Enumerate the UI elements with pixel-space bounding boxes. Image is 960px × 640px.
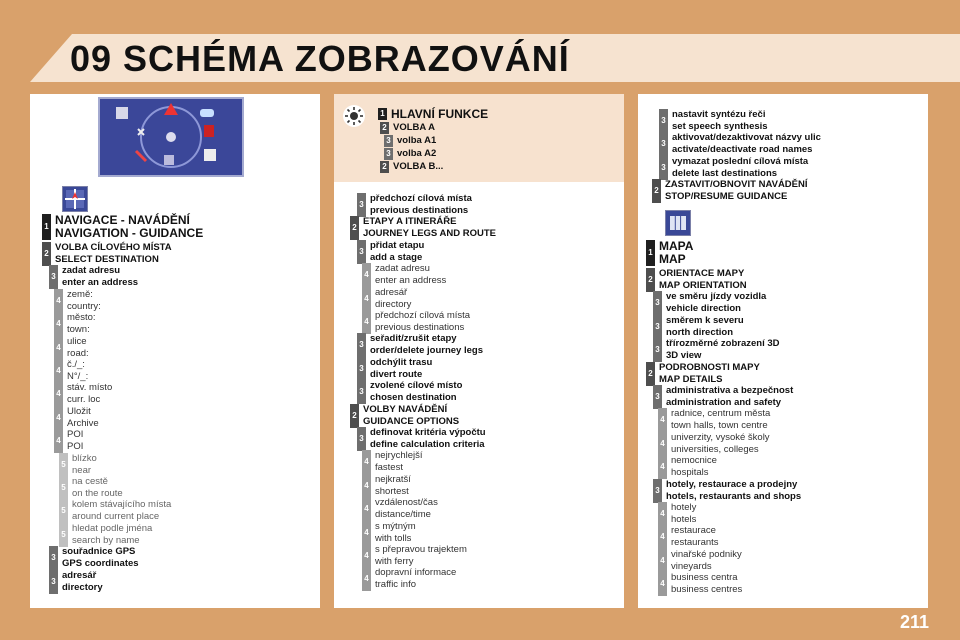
- level-badge: 3: [49, 265, 58, 289]
- page-number: 211: [900, 612, 930, 632]
- item-line: přidat etapu: [370, 239, 425, 251]
- item-line: ORIENTACE MAPY: [659, 268, 745, 279]
- level-badge: 5: [59, 523, 68, 547]
- item-line: business centra: [671, 572, 738, 584]
- level-badge: 4: [658, 432, 667, 456]
- item-line: volba A2: [397, 148, 437, 159]
- item-line: N°/_:: [67, 371, 89, 382]
- middle-item: [357, 427, 486, 451]
- level-badge: 2: [350, 404, 359, 428]
- left-item: [59, 453, 97, 477]
- right-item: [653, 385, 793, 409]
- item-line: road:: [67, 347, 89, 359]
- level-badge: 4: [362, 497, 371, 521]
- level-badge: 4: [362, 474, 371, 498]
- item-line: adresář: [375, 286, 408, 298]
- middle-item: [350, 216, 496, 240]
- item-line: nejkratší: [375, 473, 411, 485]
- right-item: [653, 479, 801, 503]
- item-line: předchozí cílová místa: [370, 193, 472, 204]
- item-line: distance/time: [375, 509, 431, 521]
- middle-item: [362, 450, 423, 474]
- level-badge: 5: [59, 453, 68, 477]
- left-item: [54, 336, 89, 360]
- item-line: na cestě: [72, 476, 108, 487]
- item-line: with ferry: [375, 556, 414, 567]
- item-line: directory: [62, 581, 103, 593]
- item-line: GUIDANCE OPTIONS: [363, 415, 460, 427]
- level-badge: 4: [54, 406, 63, 430]
- middle-item: [357, 193, 472, 217]
- level-badge: 4: [658, 408, 667, 432]
- right-item: [646, 268, 747, 292]
- middle-item: [350, 404, 459, 428]
- item-line: třírozměrné zobrazení 3D: [666, 338, 780, 350]
- item-line: set speech synthesis: [672, 121, 768, 132]
- level-badge: 4: [362, 544, 371, 568]
- item-line: nastavit syntézu řeči: [672, 109, 766, 120]
- item-line: předchozí cílová místa: [375, 310, 471, 321]
- level-badge: 4: [54, 429, 63, 453]
- item-line: MAP: [659, 252, 686, 266]
- level-badge: 3: [357, 427, 366, 451]
- level-badge: 4: [658, 455, 667, 479]
- level-badge: 3: [659, 132, 668, 156]
- left-item: [54, 429, 83, 453]
- item-line: č./_:: [67, 359, 85, 370]
- right_top-item: [652, 179, 808, 203]
- item-line: hospitals: [671, 467, 709, 479]
- right-item: [653, 291, 766, 315]
- right-item: [658, 572, 742, 596]
- level-badge: 3: [357, 380, 366, 404]
- left-item: [59, 476, 123, 500]
- level-badge: 3: [653, 385, 662, 409]
- right-item: [658, 502, 696, 526]
- item-line: MAP DETAILS: [659, 373, 723, 385]
- left-item: [42, 242, 172, 266]
- item-line: universities, colleges: [671, 443, 759, 455]
- left-item: [54, 359, 88, 383]
- legend-item: [384, 148, 436, 160]
- item-line: shortest: [375, 485, 409, 497]
- item-line: activate/deactivate road names: [672, 144, 813, 156]
- item-line: POI: [67, 441, 84, 453]
- level-badge: 4: [658, 502, 667, 526]
- item-line: define calculation criteria: [370, 439, 485, 450]
- level-badge: 4: [54, 359, 63, 383]
- right-item: [653, 338, 780, 362]
- item-line: vinařské podniky: [671, 548, 742, 560]
- left-item: [54, 382, 112, 406]
- level-badge: 4: [54, 312, 63, 336]
- item-line: POI: [67, 429, 84, 441]
- item-line: near: [72, 464, 92, 476]
- item-line: s přepravou trajektem: [375, 544, 467, 555]
- middle-item: [362, 263, 446, 287]
- level-badge: 4: [362, 567, 371, 591]
- item-line: ulice: [67, 335, 87, 347]
- item-line: vehicle direction: [666, 303, 741, 315]
- middle-item: [362, 287, 411, 311]
- left-item: [42, 214, 203, 240]
- middle-item: [362, 474, 411, 498]
- level-badge: 4: [658, 572, 667, 596]
- level-badge: 2: [646, 362, 655, 386]
- middle-item: [357, 240, 424, 264]
- item-line: radnice, centrum města: [671, 408, 771, 420]
- item-line: hotels, restaurants and shops: [666, 490, 802, 502]
- legend-item: [380, 122, 435, 134]
- item-line: business centres: [671, 584, 743, 596]
- item-line: VOLBY NAVÁDĚNÍ: [363, 403, 448, 415]
- item-line: directory: [375, 298, 412, 310]
- left-item: [54, 312, 96, 336]
- item-line: VOLBA CÍLOVÉHO MÍSTA: [55, 242, 172, 253]
- item-line: restaurants: [671, 537, 719, 549]
- item-line: definovat kritéria výpočtu: [370, 427, 486, 438]
- level-badge: 3: [357, 240, 366, 264]
- item-line: VOLBA B...: [393, 161, 444, 172]
- right-item: [658, 525, 719, 549]
- item-line: administration and safety: [666, 397, 782, 408]
- item-line: HLAVNÍ FUNKCE: [391, 107, 489, 121]
- level-badge: 4: [362, 287, 371, 311]
- item-line: town halls, town centre: [671, 420, 768, 432]
- legend-item: [380, 161, 443, 173]
- level-badge: 4: [54, 336, 63, 360]
- item-line: order/delete journey legs: [370, 345, 483, 357]
- item-line: blízko: [72, 452, 97, 464]
- level-badge: 4: [362, 521, 371, 545]
- item-line: ve směru jízdy vozidla: [666, 291, 767, 303]
- level-badge: 4: [362, 263, 371, 287]
- item-line: zadat adresu: [62, 265, 121, 277]
- item-line: search by name: [72, 534, 140, 546]
- item-line: NAVIGACE - NAVÁDĚNÍ: [55, 213, 190, 227]
- nav-menu-screen-icon: [98, 97, 244, 177]
- item-line: Archive: [67, 417, 99, 429]
- item-line: curr. loc: [67, 394, 101, 406]
- level-badge: 3: [357, 357, 366, 381]
- level-badge: 3: [49, 570, 58, 594]
- level-badge: 3: [384, 148, 393, 160]
- item-line: vzdálenost/čas: [375, 497, 438, 509]
- item-line: hotels: [671, 514, 697, 525]
- item-line: volba A1: [397, 135, 437, 146]
- item-line: on the route: [72, 488, 123, 499]
- item-line: country:: [67, 300, 101, 312]
- item-line: Uložit: [67, 405, 91, 417]
- level-badge: 4: [54, 382, 63, 406]
- item-line: dopravní informace: [375, 567, 457, 579]
- level-badge: 3: [653, 291, 662, 315]
- level-badge: 3: [357, 193, 366, 217]
- item-line: hledat podle jména: [72, 522, 153, 534]
- sun-icon: [342, 104, 366, 128]
- item-line: země:: [67, 288, 93, 300]
- item-line: odchýlit trasu: [370, 356, 433, 368]
- item-line: administrativa a bezpečnost: [666, 385, 794, 396]
- left-item: [54, 289, 101, 313]
- item-line: previous destinations: [375, 322, 465, 333]
- item-line: restaurace: [671, 525, 716, 537]
- level-badge: 3: [653, 315, 662, 339]
- item-line: hotely, restaurace a prodejny: [666, 478, 798, 490]
- item-line: stáv. místo: [67, 382, 113, 394]
- level-badge: 5: [59, 476, 68, 500]
- item-line: seřadit/zrušit etapy: [370, 333, 457, 345]
- level-badge: 3: [653, 479, 662, 503]
- item-line: STOP/RESUME GUIDANCE: [665, 191, 788, 203]
- item-line: nemocnice: [671, 455, 717, 467]
- legend-item: [378, 108, 488, 120]
- level-badge: 3: [659, 156, 668, 180]
- middle-item: [357, 380, 462, 404]
- right-item: [658, 549, 742, 573]
- map-icon: [665, 210, 691, 236]
- right-item: [646, 362, 760, 386]
- level-badge: 2: [380, 161, 389, 173]
- level-badge: 4: [362, 310, 371, 334]
- right_top-item: [659, 109, 768, 133]
- level-badge: 1: [42, 214, 51, 240]
- item-line: GPS coordinates: [62, 558, 139, 570]
- middle-item: [362, 310, 470, 334]
- level-badge: 3: [653, 338, 662, 362]
- item-line: adresář: [62, 569, 97, 581]
- item-line: north direction: [666, 326, 734, 338]
- level-badge: 4: [54, 289, 63, 313]
- level-badge: 3: [49, 546, 58, 570]
- right_top-item: [659, 132, 821, 156]
- item-line: směrem k severu: [666, 314, 744, 326]
- middle-item: [362, 567, 456, 591]
- item-line: VOLBA A: [393, 122, 436, 133]
- item-line: město:: [67, 312, 96, 324]
- item-line: nejrychlejší: [375, 450, 423, 462]
- left-item: [59, 523, 152, 547]
- middle-item: [362, 497, 438, 521]
- right-item: [646, 240, 693, 266]
- item-line: vineyards: [671, 560, 712, 572]
- item-line: univerzity, vysoké školy: [671, 431, 770, 443]
- item-line: delete last destinations: [672, 167, 778, 179]
- middle-item: [357, 357, 432, 381]
- legend-item: [384, 135, 436, 147]
- item-line: previous destinations: [370, 205, 469, 216]
- level-badge: 2: [652, 179, 661, 203]
- level-badge: 3: [384, 135, 393, 147]
- level-badge: 3: [357, 333, 366, 357]
- item-line: zvolené cílové místo: [370, 380, 463, 392]
- item-line: NAVIGATION - GUIDANCE: [55, 226, 204, 240]
- left-item: [54, 406, 99, 430]
- item-line: s mýtným: [375, 520, 416, 532]
- right-item: [653, 315, 744, 339]
- item-line: SELECT DESTINATION: [55, 254, 159, 265]
- level-badge: 2: [380, 122, 389, 134]
- item-line: hotely: [671, 502, 697, 513]
- item-line: divert route: [370, 368, 423, 380]
- level-badge: 2: [646, 268, 655, 292]
- middle-item: [362, 521, 416, 545]
- level-badge: 4: [658, 525, 667, 549]
- level-badge: 2: [42, 242, 51, 266]
- item-line: vymazat poslední cílová místa: [672, 155, 809, 167]
- item-line: PODROBNOSTI MAPY: [659, 361, 760, 373]
- item-line: MAPA: [659, 239, 694, 253]
- left-item: [59, 499, 171, 523]
- level-badge: 1: [646, 240, 655, 266]
- item-line: add a stage: [370, 251, 423, 263]
- item-line: with tolls: [375, 532, 412, 544]
- item-line: MAP ORIENTATION: [659, 280, 747, 291]
- right_top-item: [659, 156, 808, 180]
- item-line: 3D view: [666, 350, 702, 362]
- item-line: ETAPY A ITINERÁŘE: [363, 216, 457, 228]
- item-line: aktivovat/dezaktivovat názvy ulic: [672, 132, 821, 144]
- level-badge: 5: [59, 499, 68, 523]
- level-badge: 1: [378, 108, 387, 120]
- left-item: [49, 265, 138, 289]
- right-item: [658, 408, 770, 432]
- item-line: souřadnice GPS: [62, 546, 136, 558]
- item-line: JOURNEY LEGS AND ROUTE: [363, 228, 497, 240]
- page-title: 09 SCHÉMA ZOBRAZOVÁNÍ: [70, 38, 570, 79]
- right-item: [658, 455, 717, 479]
- item-line: fastest: [375, 462, 403, 474]
- left-item: [49, 570, 103, 594]
- item-line: zadat adresu: [375, 263, 430, 275]
- item-line: enter an address: [375, 275, 447, 287]
- level-badge: 2: [350, 216, 359, 240]
- item-line: enter an address: [62, 277, 139, 289]
- middle-item: [357, 333, 483, 357]
- middle-item: [362, 544, 467, 568]
- item-line: chosen destination: [370, 392, 457, 404]
- level-badge: 4: [362, 450, 371, 474]
- level-badge: 3: [659, 109, 668, 133]
- item-line: around current place: [72, 511, 160, 523]
- level-badge: 4: [658, 549, 667, 573]
- item-line: kolem stávajícího místa: [72, 499, 172, 511]
- item-line: traffic info: [375, 579, 417, 591]
- item-line: ZASTAVIT/OBNOVIT NAVÁDĚNÍ: [665, 179, 808, 191]
- right-item: [658, 432, 770, 456]
- item-line: town:: [67, 324, 90, 336]
- navigation-icon: [62, 186, 88, 212]
- left-item: [49, 546, 139, 570]
